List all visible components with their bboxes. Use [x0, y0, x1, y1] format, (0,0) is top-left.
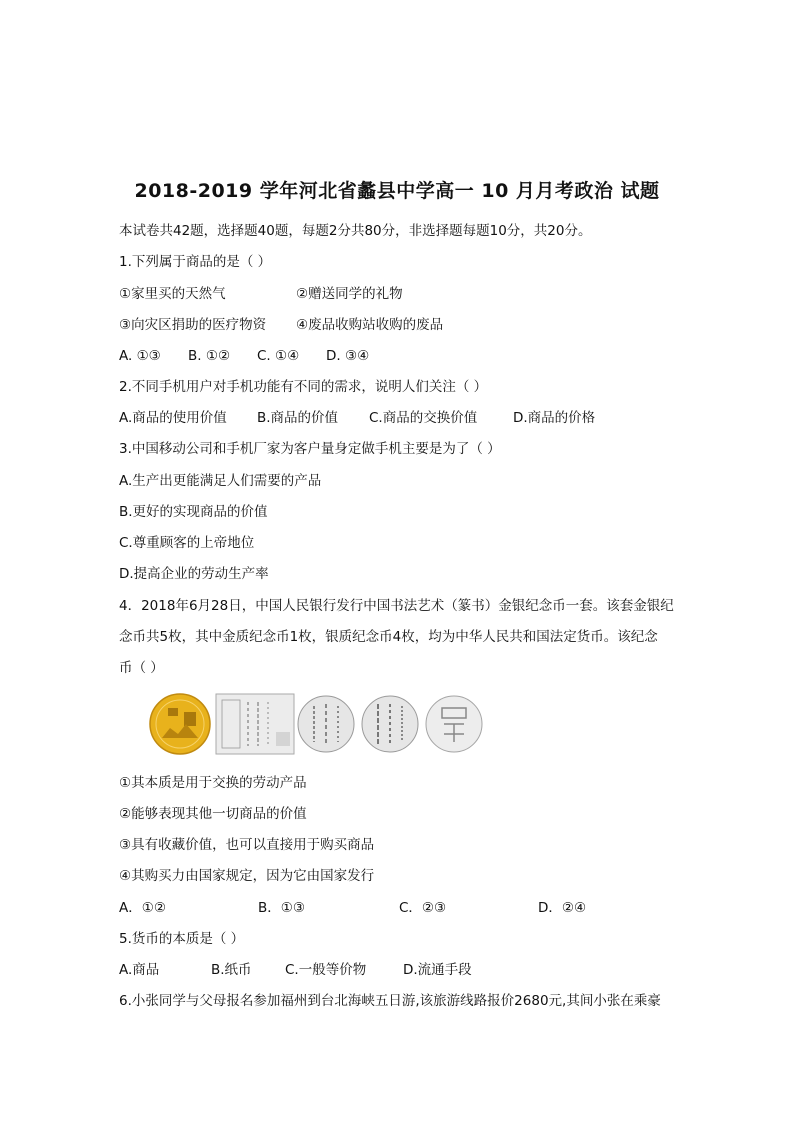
- q3-option-b: B.更好的实现商品的价值: [119, 504, 268, 520]
- q2-option-d: D.商品的价格: [513, 410, 596, 426]
- q2-option-b: B.商品的价值: [257, 410, 339, 426]
- q4-item-2: ②能够表现其他一切商品的价值: [119, 806, 307, 822]
- q5-option-d: D.流通手段: [403, 962, 472, 978]
- q5-option-a: A.商品: [119, 962, 160, 978]
- q1-option-a: A. ①③: [119, 348, 161, 364]
- q1-item-3: ③向灾区捐助的医疗物资: [119, 317, 267, 333]
- q1-item-2: ②赠送同学的礼物: [296, 286, 403, 302]
- silver-coin-2: [362, 696, 418, 752]
- q4-stem-line-2: 念币共5枚，其中金质纪念币1枚，银质纪念币4枚，均为中华人民共和国法定货币。该纪念: [119, 629, 658, 645]
- q3-option-a: A.生产出更能满足人们需要的产品: [119, 473, 322, 489]
- q4-option-a: A．①②: [119, 900, 166, 916]
- silver-coin-1: [298, 696, 354, 752]
- q1-stem: 1.下列属于商品的是（ ）: [119, 254, 272, 270]
- q1-option-c: C. ①④: [257, 348, 300, 364]
- q2-option-c: C.商品的交换价值: [369, 410, 478, 426]
- intro-text: 本试卷共42题，选择题40题，每题2分共80分，非选择题每题10分，共20分。: [119, 223, 592, 239]
- q6-stem: 6.小张同学与父母报名参加福州到台北海峡五日游,该旅游线路报价2680元,其间小张在乘豪: [119, 993, 661, 1009]
- q1-option-b: B. ①②: [188, 348, 231, 364]
- page-title: 2018-2019 学年河北省蠡县中学高一 10 月月考政治 试题: [134, 180, 660, 202]
- q4-option-b: B．①③: [258, 900, 305, 916]
- silver-coin-3: [426, 696, 482, 752]
- q2-stem: 2.不同手机用户对手机功能有不同的需求，说明人们关注（ ）: [119, 379, 488, 395]
- q4-item-1: ①其本质是用于交换的劳动产品: [119, 775, 307, 791]
- commemorative-coins-image: [148, 688, 508, 760]
- q4-option-c: C．②③: [399, 900, 447, 916]
- q5-option-c: C.一般等价物: [285, 962, 367, 978]
- q4-stem-line-3: 币（ ）: [119, 660, 164, 676]
- q3-option-c: C.尊重顾客的上帝地位: [119, 535, 255, 551]
- q2-option-a: A.商品的使用价值: [119, 410, 227, 426]
- q4-item-3: ③具有收藏价值，也可以直接用于购买商品: [119, 837, 375, 853]
- q3-option-d: D.提高企业的劳动生产率: [119, 566, 269, 582]
- q4-option-d: D．②④: [538, 900, 587, 916]
- gold-coin: [150, 694, 210, 754]
- q4-item-4: ④其购买力由国家规定，因为它由国家发行: [119, 868, 375, 884]
- q4-stem-line-1: 4．2018年6月28日，中国人民银行发行中国书法艺术（篆书）金银纪念币一套。该套金银纪: [119, 598, 674, 614]
- q1-item-1: ①家里买的天然气: [119, 286, 226, 302]
- q3-stem: 3.中国移动公司和手机厂家为客户量身定做手机主要是为了（ ）: [119, 441, 501, 457]
- q5-option-b: B.纸币: [211, 962, 252, 978]
- q1-option-d: D. ③④: [326, 348, 370, 364]
- q1-item-4: ④废品收购站收购的废品: [296, 317, 444, 333]
- silver-rectangular-coin: [216, 694, 294, 754]
- q5-stem: 5.货币的本质是（ ）: [119, 931, 245, 947]
